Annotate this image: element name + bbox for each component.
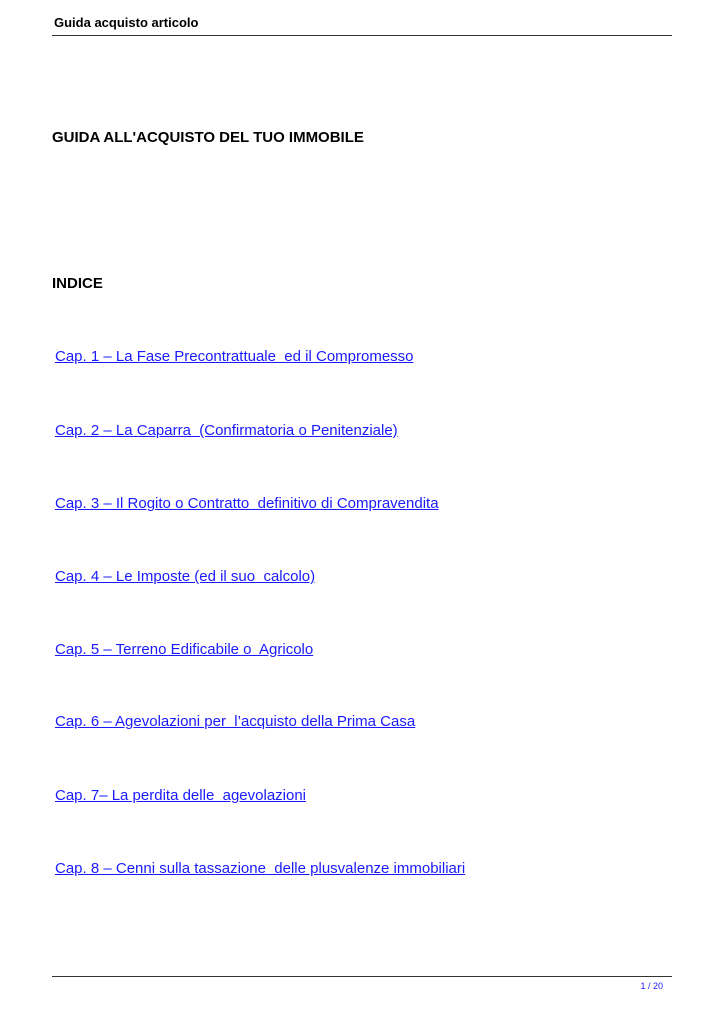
header-title: Guida acquisto articolo — [54, 15, 199, 30]
toc-link-chapter-2[interactable]: Cap. 2 – La Caparra (Confirmatoria o Penitenziale) — [55, 422, 398, 439]
footer-divider — [52, 976, 672, 977]
toc-link-chapter-1[interactable]: Cap. 1 – La Fase Precontrattuale ed il Compromesso — [55, 348, 414, 365]
toc-link-chapter-6[interactable]: Cap. 6 – Agevolazioni per l’acquisto della Prima Casa — [55, 713, 416, 730]
page-number: 1 / 20 — [640, 981, 663, 991]
document-title: GUIDA ALL'ACQUISTO DEL TUO IMMOBILE — [52, 129, 364, 146]
header-divider — [52, 35, 672, 36]
toc-link-chapter-5[interactable]: Cap. 5 – Terreno Edificabile o Agricolo — [55, 641, 314, 658]
toc-link-chapter-3[interactable]: Cap. 3 – Il Rogito o Contratto definitivo di Compravendita — [55, 495, 439, 512]
toc-link-chapter-4[interactable]: Cap. 4 – Le Imposte (ed il suo calcolo) — [55, 568, 316, 585]
toc-link-chapter-7[interactable]: Cap. 7– La perdita delle agevolazioni — [55, 787, 307, 804]
index-heading: INDICE — [52, 275, 103, 292]
toc-link-chapter-8[interactable]: Cap. 8 – Cenni sulla tassazione delle plusvalenze immobiliari — [55, 860, 466, 877]
